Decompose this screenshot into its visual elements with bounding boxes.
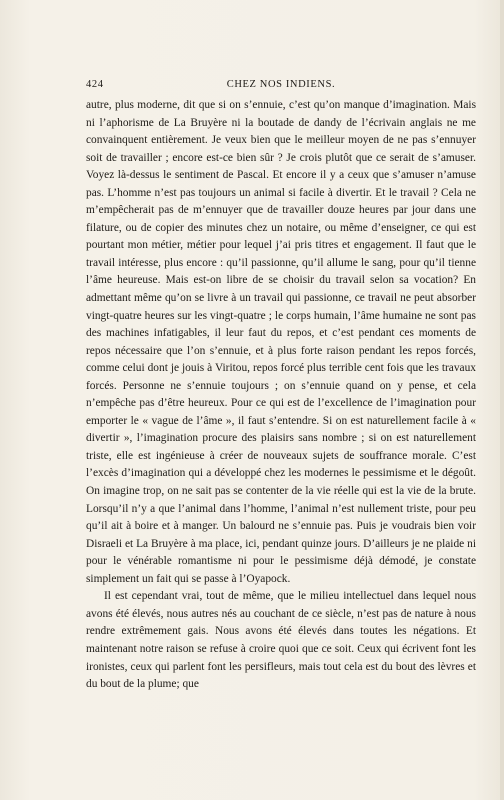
page-number: 424: [86, 79, 104, 90]
paragraph-1: autre, plus moderne, dit que si on s’ennuie, c’est qu’on manque d’imagination. Mais ni l’aphorisme de La Bruyère ni la boutade de dandy de l’écrivain anglais ne me convainquent entièrement. Je veux bien que le meilleur moyen de ne pas s’ennuyer soit de travailler ; encore est-ce bien sûr ? Je crois plutôt que ce serait de s’amuser. Voyez là-dessus le sentiment de Pascal. Et encore il y a ceux que s’amuser n’amuse pas. L’homme n’est pas toujours un animal si facile à divertir. Et le travail ? Cela ne m’empêcherait pas de m’ennuyer que de travailler douze heures par jour dans une filature, ou de copier des minutes chez un notaire, ou même d’enseigner, ce qui est pourtant mon métier, métier pour lequel j’ai pris titres et engagement. Il faut que le travail intéresse, plus encore : qu’il passionne, qu’il allume le sang, pour qu’il tienne l’âme heureuse. Mais est-on libre de se choisir du travail selon sa vocation? En admettant même qu’on se livre à un travail qui passionne, ce travail ne peut absorber vingt-quatre heures sur les vingt-quatre ; le corps humain, l’âme humaine ne sont pas des machines infatigables, il leur faut du repos, et c’est pendant ces moments de repos nécessaire que l’on s’ennuie, et à plus forte raison pendant les repos forcés, comme celui dont je jouis à Viritou, repos forcé plus terrible cent fois que les travaux forcés. Personne ne s’ennuie toujours ; on s’ennuie quand on y pense, et cela n’empêche pas d’être heureux. Pour ce qui est de l’excellence de l’imagination pour emporter le « vague de l’âme », il faut s’entendre. Si on est naturellement facile à « divertir », l’imagination procure des plaisirs sans nombre ; si on est naturellement triste, elle est ingénieuse à créer de nouveaux sujets de souffrance morale. C’est l’excès d’imagination qui a développé chez les modernes le pessimisme et le dégoût. On imagine trop, on ne sait pas se contenter de la vie réelle qui est la vie de la brute. Lorsqu’il n’y a que l’animal dans l’homme, l’animal n’est nullement triste, pour peu qu’il ait à boire et à manger. Un balourd ne s’ennuie pas. Puis je voudrais bien voir Disraeli et La Bruyère à ma place, ici, pendant quinze jours. D’ailleurs je ne plaide ni pour le vénérable romantisme ni pour le pessimisme déjà démodé, je constate simplement un fait qui se passe à l’Oyapock.: [86, 99, 476, 585]
page-header: [86, 79, 476, 93]
page-edge: [500, 0, 504, 800]
paragraph-2: Il est cependant vrai, tout de même, que le milieu intellectuel dans lequel nous avons été élevés, nous autres nés au couchant de ce siècle, n’est pas de nature à nous rendre extrêmement gais. Nous avons été élevés dans toutes les négations. Et maintenant notre raison se refuse à croire quoi que ce soit. Ceux qui écrivent font les ironistes, ceux qui parlent font les persifleurs, mais tout cela est du bout des lèvres et du bout de la plume; que: [86, 590, 476, 691]
body-text: [86, 97, 476, 694]
running-title: CHEZ NOS INDIENS.: [226, 79, 336, 90]
